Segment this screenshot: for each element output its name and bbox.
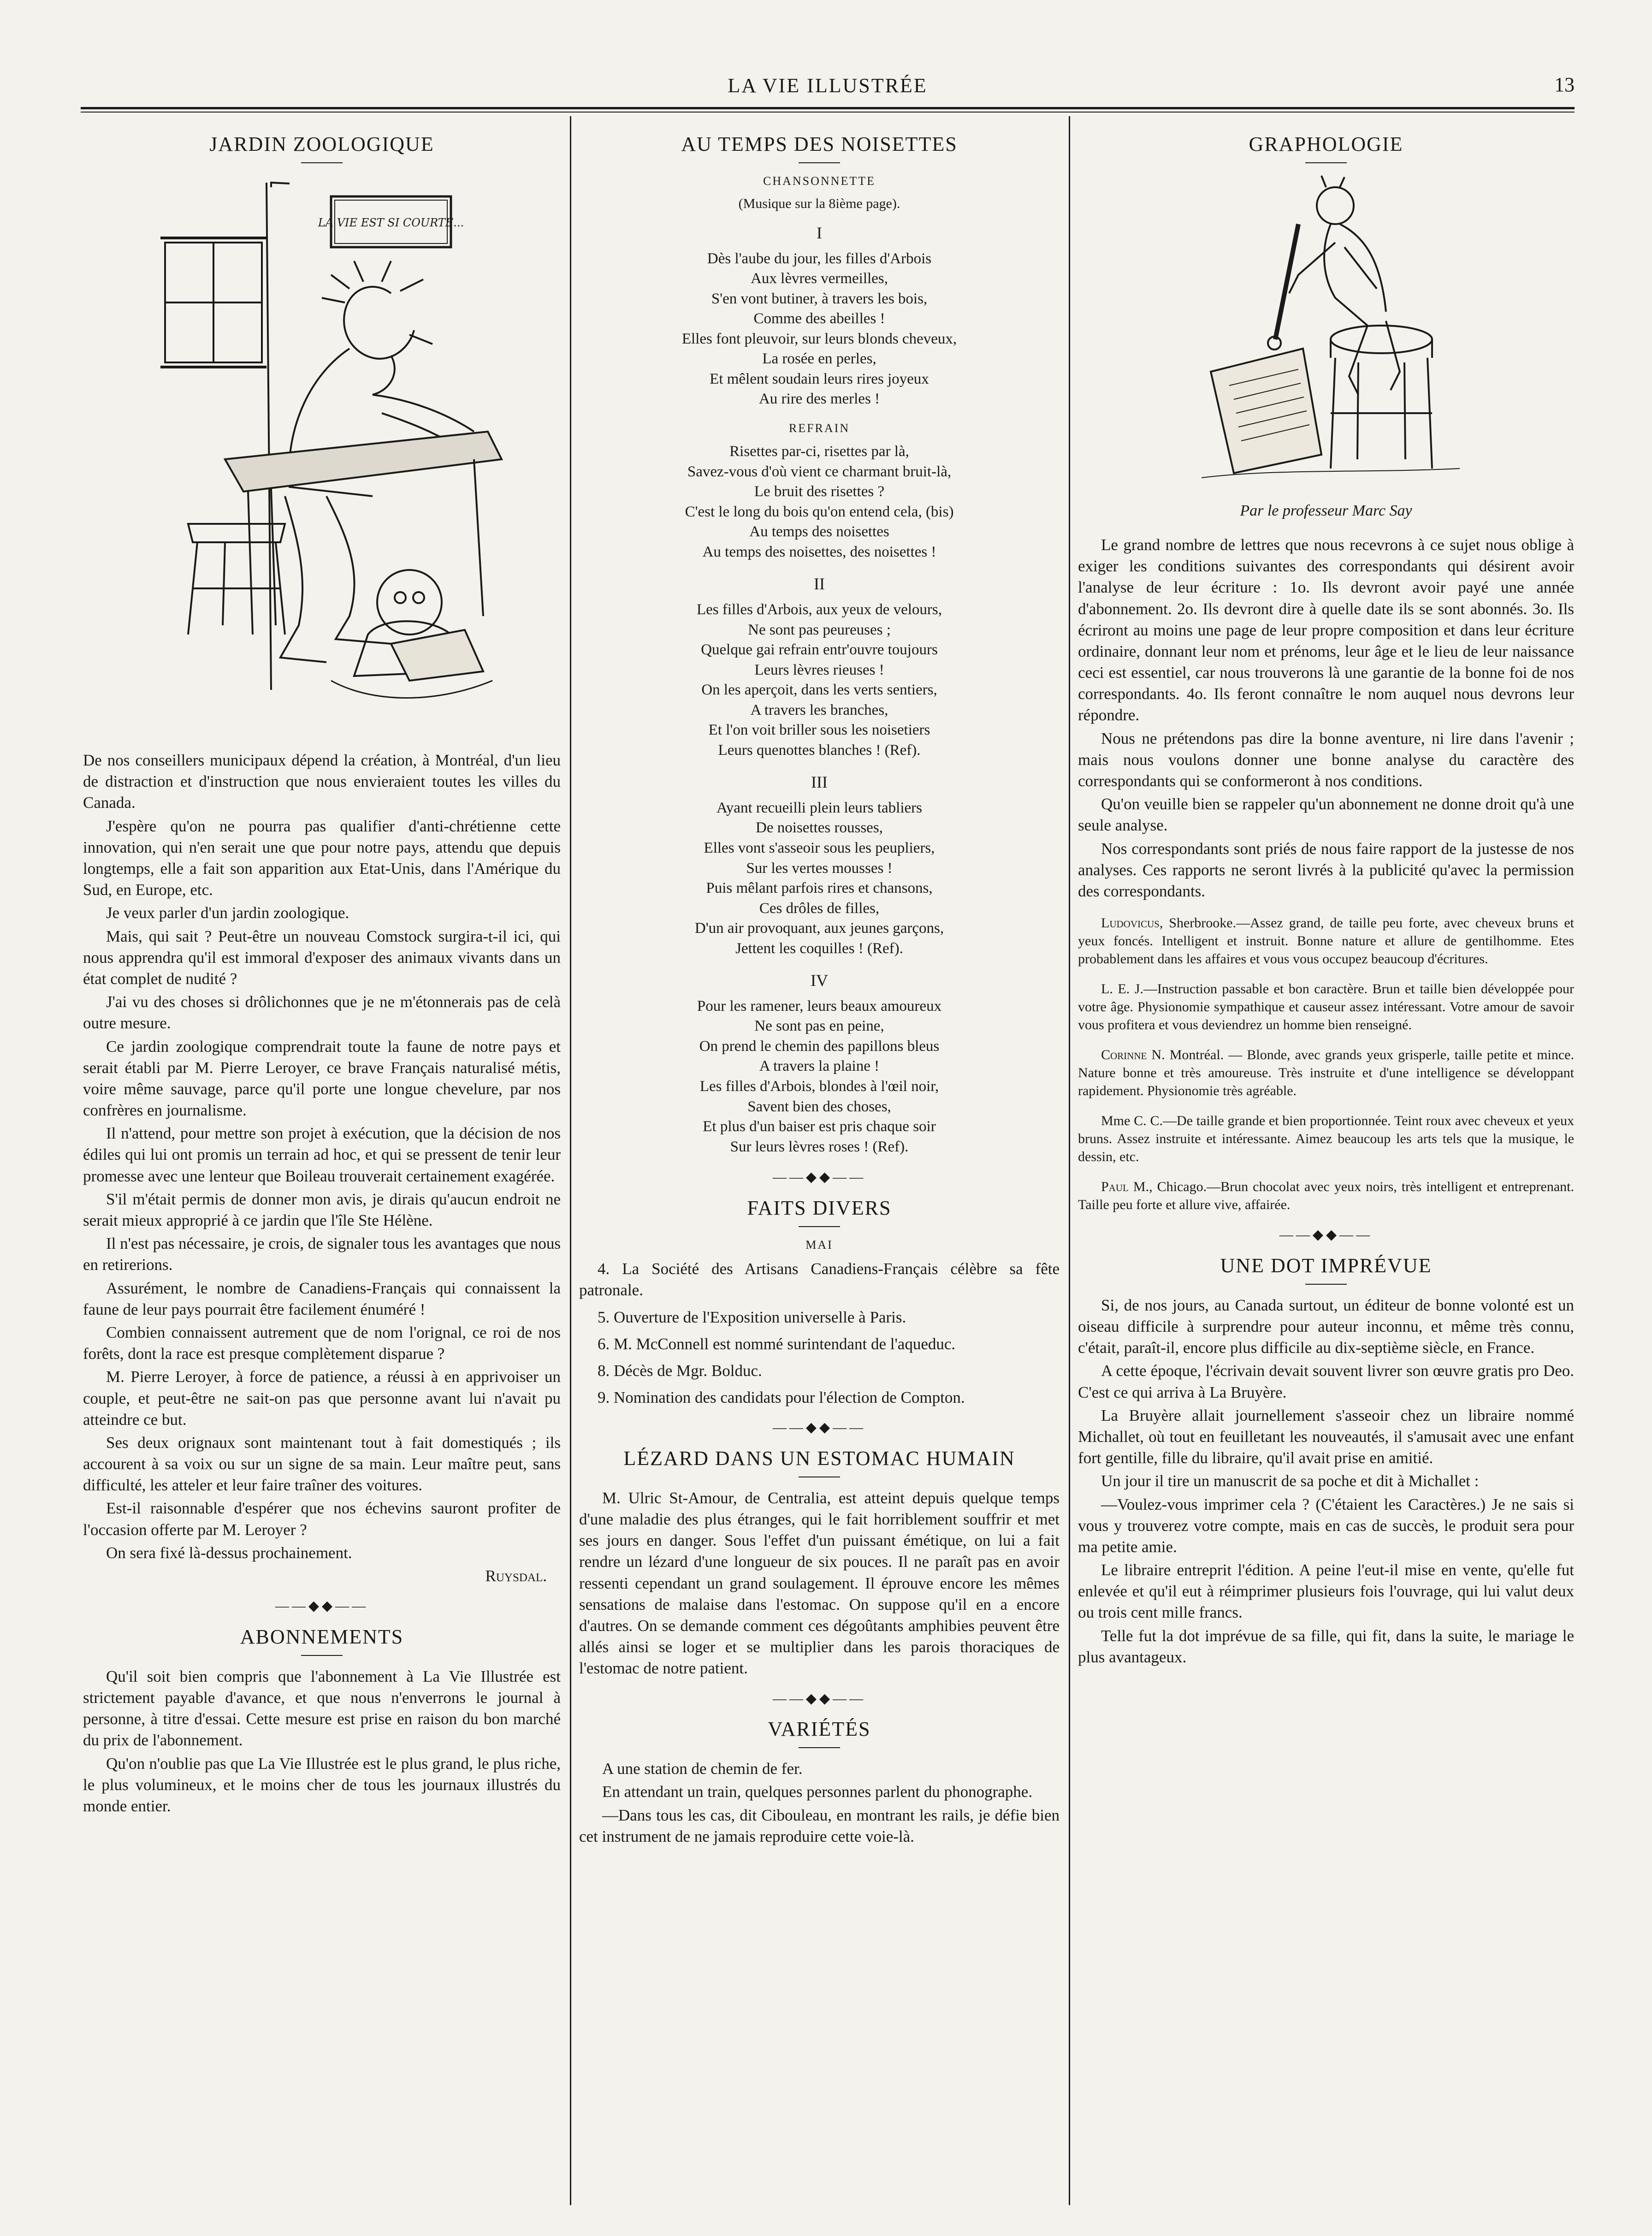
verse-line: Les filles d'Arbois, blondes à l'œil noir,: [699, 1078, 939, 1095]
jardin-title: JARDIN ZOOLOGIQUE: [209, 133, 434, 155]
verse-line: Puis mêlant parfois rires et chansons,: [706, 880, 933, 897]
noisettes-subtitle: CHANSONNETTE: [763, 174, 876, 188]
lezard-title: LÉZARD DANS UN ESTOMAC HUMAIN: [623, 1447, 1015, 1470]
entry-name: Paul: [1101, 1179, 1129, 1195]
analysis-entry: [1078, 1178, 1574, 1214]
verse-line: Aux lèvres vermeilles,: [751, 270, 888, 287]
verse-line: Elles vont s'asseoir sous les peupliers,: [704, 839, 935, 856]
verse-line: Les filles d'Arbois, aux yeux de velours,: [697, 601, 942, 618]
fait-item: 9. Nomination des candidats pour l'élection de Compton.: [598, 1388, 965, 1407]
jardin-para-1: De nos conseillers municipaux dépend la création, à Montréal, d'un lieu de distraction et d'instruction que nous envieraient toutes les villes du Canada.: [83, 751, 561, 812]
grapho-para-1: Le grand nombre de lettres que nous recevrons à ce sujet nous oblige à exiger les conditions suivantes des correspondants qui désirent avoir l'analyse de leur écriture : 1o. Ils devront avoir payé une année d'abonnement. 2o. Ils devront dire à quelle date ils se sont abonnés. 3o. Ils écriront au moins une page de leur propre composition et dans leur écriture ordinaire, donnant leur nom et prénoms, leur âge et le lieu de leur naissance ceci est essentiel, car nous trouverons là une garantie de la bonne foi de nos correspondants. 4o. Ils feront connaître le nom auquel nous devrons leur répondre.: [1078, 535, 1574, 724]
zoo-illustration: [133, 173, 511, 736]
abonnements-title: ABONNEMENTS: [240, 1625, 404, 1648]
entry-text: —Instruction passable et bon caractère. Brun et taille bien développée pour votre âge. Physionomie sympathique et causeur assez intéressant. Votre amour de savoir vous profitera et vous deviendrez un homme bien renseigné.: [1078, 981, 1575, 1033]
verse-line: D'un air provoquant, aux jeunes garçons,: [694, 920, 944, 937]
jardin-para-10: Assurément, le nombre de Canadiens-Français qui connaissent la faune de leur pays pourrait être facilement énuméré !: [83, 1279, 561, 1318]
grapho-title: GRAPHOLOGIE: [1249, 133, 1403, 155]
dot-para-2: A cette époque, l'écrivain devait souvent livrer son œuvre gratis pro Deo. C'est ce qui arriva à La Bruyère.: [1078, 1362, 1574, 1401]
music-note: (Musique sur la 8ième page).: [738, 196, 900, 212]
verse-lines: [579, 249, 1060, 409]
entry-text: N. Montréal. — Blonde, avec grands yeux grisperle, taille petite et mince. Nature bonne et très amoureuse. Très instruite et d'une intelligence se développant rapidement. Physionomie très agréable.: [1078, 1047, 1574, 1099]
title-rule: [1305, 162, 1347, 163]
dot-para-1: Si, de nos jours, au Canada surtout, un éditeur de bonne volonté est un oiseau difficile à surprendre pour auteur inconnu, et même très connu, c'était, paraît-il, encore plus difficile au dix-septième siècle, en France.: [1078, 1296, 1574, 1357]
page-number: 13: [1554, 73, 1575, 96]
varietes-para-3: —Dans tous les cas, dit Cibouleau, en montrant les rails, je défie bien cet instrument de ne jamais reproduire cette voie-là.: [579, 1806, 1060, 1845]
verse-line: Sur les vertes mousses !: [746, 860, 893, 877]
refrain-lines: [579, 442, 1060, 562]
title-rule: [1305, 1284, 1347, 1285]
jardin-para-15: On sera fixé là-dessus prochainement.: [106, 1543, 352, 1562]
grapho-para-2: Nous ne prétendons pas dire la bonne aventure, ni lire dans l'avenir ; mais nous voulons donner une bonne analyse du caractère des correspondants qui se conformeront à nos conditions.: [1078, 729, 1574, 790]
jardin-para-13: Ses deux orignaux sont maintenant tout à fait domestiqués ; ils accourent à sa voix ou sur un signe de sa main. Leur maître peut, sans difficulté, les atteler et leur faire traîner des voitures.: [83, 1433, 561, 1495]
fait-item: 5. Ouverture de l'Exposition universelle à Paris.: [598, 1308, 906, 1326]
title-rule: [799, 1747, 840, 1748]
verse-line: Au temps des noisettes: [749, 523, 889, 540]
section-ornament: ——◆◆——: [1279, 1227, 1373, 1243]
verse-line: Dès l'aube du jour, les filles d'Arbois: [707, 250, 932, 267]
verse-line: A travers la plaine !: [759, 1058, 880, 1075]
verse-number: II: [814, 575, 825, 593]
verse-line: C'est le long du bois qu'on entend cela, (bis): [685, 503, 954, 520]
verse-line: Ces drôles de filles,: [759, 900, 880, 917]
verse-line: Savez-vous d'où vient ce charmant bruit-là,: [687, 463, 952, 480]
title-rule: [799, 1226, 840, 1227]
dot-para-6: Le libraire entreprit l'édition. A peine l'eut-il mise en vente, qu'elle fut enlevée et qu'il eut à réimprimer plusieurs fois l'ouvrage, qui lui valut deux ou trois cent mille francs.: [1078, 1561, 1574, 1622]
graphologist-illustration: [1183, 173, 1469, 487]
fait-item: 6. M. McConnell est nommé surintendant de l'aqueduc.: [598, 1334, 956, 1353]
dot-para-3: La Bruyère allait journellement s'asseoir chez un libraire nommé Michallet, où tout en feuilletant les nouveautés, il s'amusait avec une enfant fort gentille, fille du libraire, qu'il avait prise en amitié.: [1078, 1406, 1574, 1467]
verse-line: S'en vont butiner, à travers les bois,: [711, 290, 928, 307]
varietes-para-1: A une station de chemin de fer.: [602, 1760, 803, 1778]
verse-line: Risettes par-ci, risettes par là,: [729, 443, 909, 460]
verse-line: Comme des abeilles !: [753, 310, 885, 327]
entry-name: Ludovicus: [1101, 915, 1160, 931]
analysis-entry: [1078, 1046, 1574, 1100]
section-ornament: ——◆◆——: [772, 1690, 866, 1706]
column-divider-1: [570, 116, 571, 2205]
grapho-byline: Par le professeur Marc Say: [1240, 502, 1412, 520]
section-ornament: ——◆◆——: [275, 1598, 369, 1614]
grapho-para-3: Qu'on veuille bien se rappeler qu'un abonnement ne donne droit qu'à une seule analyse.: [1078, 795, 1574, 835]
masthead: [81, 69, 1575, 106]
jardin-para-9: Il n'est pas nécessaire, je crois, de signaler tous les avantages que nous en retirerions.: [83, 1234, 561, 1274]
verse-lines: [579, 798, 1060, 959]
refrain-label: REFRAIN: [788, 421, 850, 435]
jardin-para-11: Combien connaissent autrement que de nom l'orignal, ce roi de nos forêts, dont la race est presque complètement disparue ?: [83, 1323, 561, 1363]
verse-lines: [579, 600, 1060, 760]
verse-line: Elles font pleuvoir, sur leurs blonds cheveux,: [681, 330, 957, 347]
verse-number: III: [811, 773, 828, 792]
dot-para-5: —Voulez-vous imprimer cela ? (C'étaient les Caractères.) Je ne sais si vous y trouverez votre compte, mais en cas de succès, le produit sera pour ma petite amie.: [1078, 1495, 1574, 1556]
title-rule: [799, 162, 840, 163]
grapho-para-4: Nos correspondants sont priés de nous faire rapport de la justesse de nos analyses. Ces rapports ne seront livrés à la publicité qu'avec la permission des correspondants.: [1078, 839, 1574, 900]
verse-line: Et plus d'un baiser est pris chaque soir: [703, 1118, 936, 1135]
title-rule: [301, 162, 343, 163]
verse-line: Pour les ramener, leurs beaux amoureux: [697, 997, 942, 1014]
sign-text: LA VIE EST SI COURTE...: [318, 216, 464, 230]
abonnements-para-2: Qu'on n'oublie pas que La Vie Illustrée est le plus grand, le plus riche, le plus volumineux, et le moins cher de tous les journaux illustrés du monde entier.: [83, 1754, 561, 1815]
fait-item: 8. Décès de Mgr. Bolduc.: [598, 1361, 762, 1380]
varietes-title: VARIÉTÉS: [768, 1718, 871, 1741]
column-divider-2: [1069, 116, 1070, 2205]
verse-line: Ayant recueilli plein leurs tabliers: [716, 799, 922, 816]
verse-line: Ne sont pas en peine,: [754, 1018, 884, 1035]
jardin-signature: Ruysdal.: [485, 1567, 547, 1585]
verse-line: On les aperçoit, dans les verts sentiers,: [701, 682, 937, 699]
verse-line: Quelque gai refrain entr'ouvre toujours: [701, 641, 938, 658]
verse-lines: [579, 996, 1060, 1157]
entry-text: , Sherbrooke.—Assez grand, de taille peu forte, avec cheveux bruns et yeux foncés. Intelligent et instruit. Bonne nature et allure de gentilhomme. Etes probablement dans les affaires et vous vous occupez beaucoup d'écritures.: [1078, 915, 1574, 967]
section-ornament: ——◆◆——: [772, 1169, 866, 1185]
faits-month: MAI: [805, 1238, 833, 1251]
jardin-para-6: Ce jardin zoologique comprendrait toute la faune de notre pays et serait établi par M. Pierre Leroyer, ce brave Français naturalisé métis, voire même sauvage, parce qu'il porte une longue chevelure, par nos confrères en journalisme.: [83, 1037, 561, 1120]
column-right: [1078, 125, 1574, 1670]
verse-line: Et l'on voit briller sous les noisetiers: [708, 722, 930, 739]
dot-title: UNE DOT IMPRÉVUE: [1220, 1254, 1432, 1277]
jardin-para-5: J'ai vu des choses si drôlichonnes que je ne m'étonnerais pas de celà outre mesure.: [83, 993, 561, 1032]
jardin-para-3: Je veux parler d'un jardin zoologique.: [106, 904, 349, 922]
verse-line: Leurs quenottes blanches ! (Ref).: [718, 741, 921, 759]
jardin-para-4: Mais, qui sait ? Peut-être un nouveau Comstock surgira-t-il ici, qui nous apprendra qu'il est immoral d'exposer des animaux vivants dans un état complet de nudité ?: [83, 927, 561, 988]
verse-line: Ne sont pas peureuses ;: [748, 621, 891, 638]
varietes-para-2: En attendant un train, quelques personnes parlent du phonographe.: [602, 1783, 1033, 1801]
verse-number: IV: [811, 971, 828, 990]
verse-line: Et mêlent soudain leurs rires joyeux: [710, 370, 929, 387]
verse-line: Leurs lèvres rieuses !: [754, 661, 884, 678]
entry-name: Mme C. C.: [1101, 1113, 1163, 1129]
analysis-entry: [1078, 980, 1574, 1034]
column-left: [83, 125, 561, 1819]
journal-title: LA VIE ILLUSTRÉE: [728, 74, 928, 97]
entry-text: M., Chicago.—Brun chocolat avec yeux noirs, très intelligent et entreprenant. Taille peu forte et allure vive, affairée.: [1078, 1179, 1574, 1213]
verse-line: A travers les branches,: [750, 701, 888, 718]
verse-line: Sur leurs lèvres roses ! (Ref).: [730, 1138, 909, 1155]
abonnements-para-1: Qu'il soit bien compris que l'abonnement à La Vie Illustrée est strictement payable d'avance, et que nous n'enverrons le journal à personne, à titre d'essai. Cette mesure est prise en raison du bon marché du prix de l'abonnement.: [83, 1667, 561, 1750]
verse-line: Au temps des noisettes, des noisettes !: [702, 543, 936, 560]
verse-line: Jettent les coquilles ! (Ref).: [735, 940, 903, 957]
lezard-para-1: M. Ulric St-Amour, de Centralia, est atteint depuis quelque temps d'une maladie des plus étranges, qui le fait horriblement souffrir et met ses jours en danger. Sous l'effet d'un puissant émétique, on lui a fait rendre un lézard d'une longueur de six pouces. Il ne paraît pas en avoir ressenti cependant un grand soulagement. Il éprouve encore les mêmes sensations de malaise dans l'estomac. On suppose qu'il en a encore d'autres. On se demande comment ces dégoûtants amphibies peuvent être allés ainsi se loger et se multiplier dans les parois thoraciques de l'estomac de notre patient.: [579, 1489, 1060, 1678]
jardin-para-2: J'espère qu'on ne pourra pas qualifier d'anti-chrétienne cette innovation, qui n'en serait une que pour notre pays, attendu que depuis longtemps, elle a fait son apparition aux Etat-Unis, dans l'Amérique du Sud, en Europe, etc.: [83, 817, 561, 899]
jardin-para-12: M. Pierre Leroyer, à force de patience, a réussi à en apprivoiser un couple, et peut-être ne sait-on pas que personne avant lui n'avait pu atteindre ce but.: [83, 1368, 561, 1429]
dot-para-4: Un jour il tire un manuscrit de sa poche et dit à Michallet :: [1101, 1472, 1479, 1490]
verse-line: On prend le chemin des papillons bleus: [699, 1038, 940, 1055]
header-rule-thick: [81, 107, 1575, 109]
entry-name: L. E. J.: [1101, 981, 1143, 997]
jardin-para-7: Il n'attend, pour mettre son projet à exécution, que la décision de nos édiles qui lui ont promis un terrain ad hoc, et qui se pressent de tenir leur promesse avec une lenteur que Boileau trouverait certainement exagérée.: [83, 1124, 561, 1185]
verse-number: I: [817, 223, 822, 242]
jardin-para-8: S'il m'était permis de donner mon avis, je dirais qu'aucun endroit ne serait mieux approprié à ce jardin que l'île Ste Hélène.: [83, 1190, 561, 1230]
noisettes-title: AU TEMPS DES NOISETTES: [681, 133, 958, 155]
title-rule: [301, 1655, 343, 1656]
analysis-entry: [1078, 1112, 1574, 1166]
verse-line: De noisettes rousses,: [756, 819, 883, 836]
entry-name: Corinne: [1101, 1047, 1147, 1063]
analysis-entry: [1078, 914, 1574, 968]
verse-line: La rosée en perles,: [762, 350, 876, 368]
verse-line: Le bruit des risettes ?: [754, 483, 885, 500]
header-rule-thin: [81, 112, 1575, 113]
verse-line: Au rire des merles !: [758, 391, 880, 408]
faits-title: FAITS DIVERS: [747, 1196, 892, 1219]
verse-line: Savent bien des choses,: [747, 1098, 891, 1115]
jardin-para-14: Est-il raisonnable d'espérer que nos échevins sauront profiter de l'occasion offerte par M. Leroyer ?: [83, 1499, 561, 1539]
section-ornament: ——◆◆——: [772, 1420, 866, 1435]
fait-item: 4. La Société des Artisans Canadiens-Français célèbre sa fête patronale.: [579, 1260, 1060, 1299]
column-middle: [579, 125, 1060, 1849]
entry-text: —De taille grande et bien proportionnée. Teint roux avec cheveux et yeux bruns. Assez instruite et intéressante. Aimez beaucoup les arts tels que la musique, le dessin, etc.: [1078, 1113, 1574, 1165]
dot-para-7: Telle fut la dot imprévue de sa fille, qui fit, dans la suite, le mariage le plus avantageux.: [1078, 1626, 1574, 1666]
